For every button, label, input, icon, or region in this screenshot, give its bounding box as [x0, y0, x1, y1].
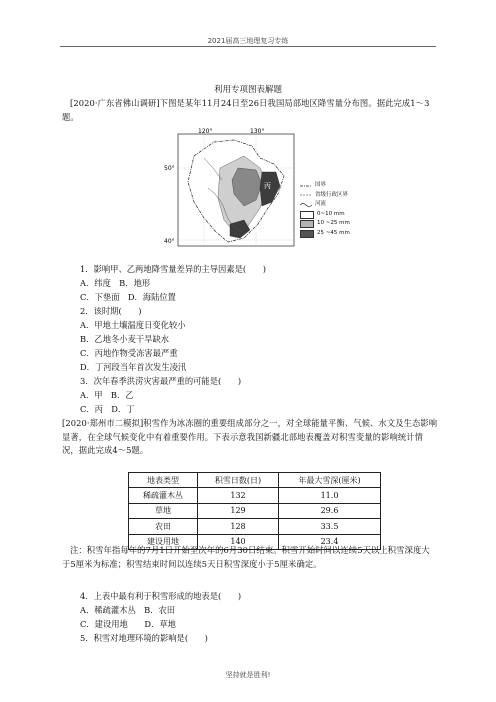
question-5: 5．积雪对地理环境的影响是( ) [80, 633, 208, 643]
table-header-row [129, 473, 381, 488]
map-legend [300, 181, 350, 239]
question-3-options-ab: A．甲 B．乙 [80, 390, 134, 400]
page-footer: 坚持就是胜利! [225, 671, 271, 679]
table-row [129, 519, 381, 534]
table-header: 积雪日数(日) [198, 473, 279, 488]
map-lon-120: 120° [198, 128, 213, 135]
table-note: 注：积雪年指每年的7月1日开始至次年的6月30日结束。积雪开始时间以连续5天以上积雪深度大于5厘米为标准；积雪结束时间以连续5天日积雪深度小于5厘米确定。 [62, 545, 430, 569]
map-lat-50: 50° [164, 165, 175, 172]
question-1-options-cd: C．下垫面 D．海陆位置 [80, 292, 176, 302]
question-2-option-a: A．甲地土壤温度日变化较小 [80, 320, 186, 330]
table-row [129, 503, 381, 518]
question-4-options-cd: C．建设用地 D．草地 [80, 619, 176, 629]
page-title: 利用专项图表解题 [213, 85, 282, 95]
table-cell: 建设用地 [129, 534, 198, 549]
legend-swatch-25-45 [300, 230, 314, 238]
intro-paragraph-1: [2020·广东省佛山调研]下图是某年11月24日至26日我国局部地区降雪量分布图。据此完成1～3题。 [62, 98, 430, 122]
map-label-bing: 丙 [264, 182, 271, 190]
question-1: 1．影响甲、乙两地降雪量差异的主导因素是( ) [80, 264, 266, 274]
table-cell: 129 [198, 503, 279, 518]
legend-swatch-0-10 [300, 211, 314, 219]
table-cell: 29.6 [279, 503, 381, 518]
table-cell: 草地 [129, 503, 198, 518]
legend-25-45: 25 ~45 mm [317, 229, 350, 236]
table-cell: 128 [198, 519, 279, 534]
snow-table [128, 472, 381, 550]
header-divider [60, 46, 436, 47]
map-lat-40: 40° [164, 238, 175, 245]
table-row [129, 488, 381, 503]
question-2-option-c: C．丙地作物受冻害最严重 [80, 348, 178, 358]
map-lon-130: 130° [250, 128, 265, 135]
intro-paragraph-2: [2020·郑州市二模拟]积雪作为冰冻圈的重要组成部分之一，对全球能量平衡、气候、水文及生态影响显著，在全球气候变化中有着重要作用。下表示意我国新疆北部地表覆盖对积雪变量的影响统计情况，据此完成4～5题。 [62, 418, 438, 456]
legend-province-border: 省级行政区界 [315, 191, 349, 198]
snowfall-map [164, 128, 298, 250]
question-3: 3．次年春季洪涝灾害最严重的可能是( ) [80, 376, 242, 386]
legend-river: 河流 [315, 201, 327, 208]
table-cell: 140 [198, 534, 279, 549]
question-4: 4．上表中最有利于积雪形成的地表是( ) [80, 591, 242, 601]
legend-0-10: 0~10 mm [317, 210, 345, 217]
question-3-options-cd: C．丙 D．丁 [80, 404, 135, 414]
legend-swatch-10-25 [300, 220, 314, 228]
question-2-option-d: D．丁河段当年首次发生凌汛 [80, 362, 187, 372]
table-header: 地表类型 [129, 473, 198, 488]
table-cell: 农田 [129, 519, 198, 534]
question-4-options-ab: A．稀疏灌木丛 B．农田 [80, 605, 176, 615]
table-cell: 23.4 [279, 534, 381, 549]
question-1-options-ab: A．纬度 B．地形 [80, 278, 151, 288]
table-header: 年最大雪深(厘米) [279, 473, 381, 488]
legend-10-25: 10 ~25 mm [317, 220, 350, 227]
question-2: 2．该时期( ) [80, 306, 142, 316]
page-header: 2021届高三地理复习专练 [207, 37, 289, 45]
question-2-option-b: B．乙地冬小麦干旱缺水 [80, 334, 170, 344]
table-cell: 33.5 [279, 519, 381, 534]
table-cell: 132 [198, 488, 279, 503]
table-cell: 稀疏灌木丛 [129, 488, 198, 503]
table-cell: 11.0 [279, 488, 381, 503]
legend-national-border: 国界 [315, 182, 327, 188]
